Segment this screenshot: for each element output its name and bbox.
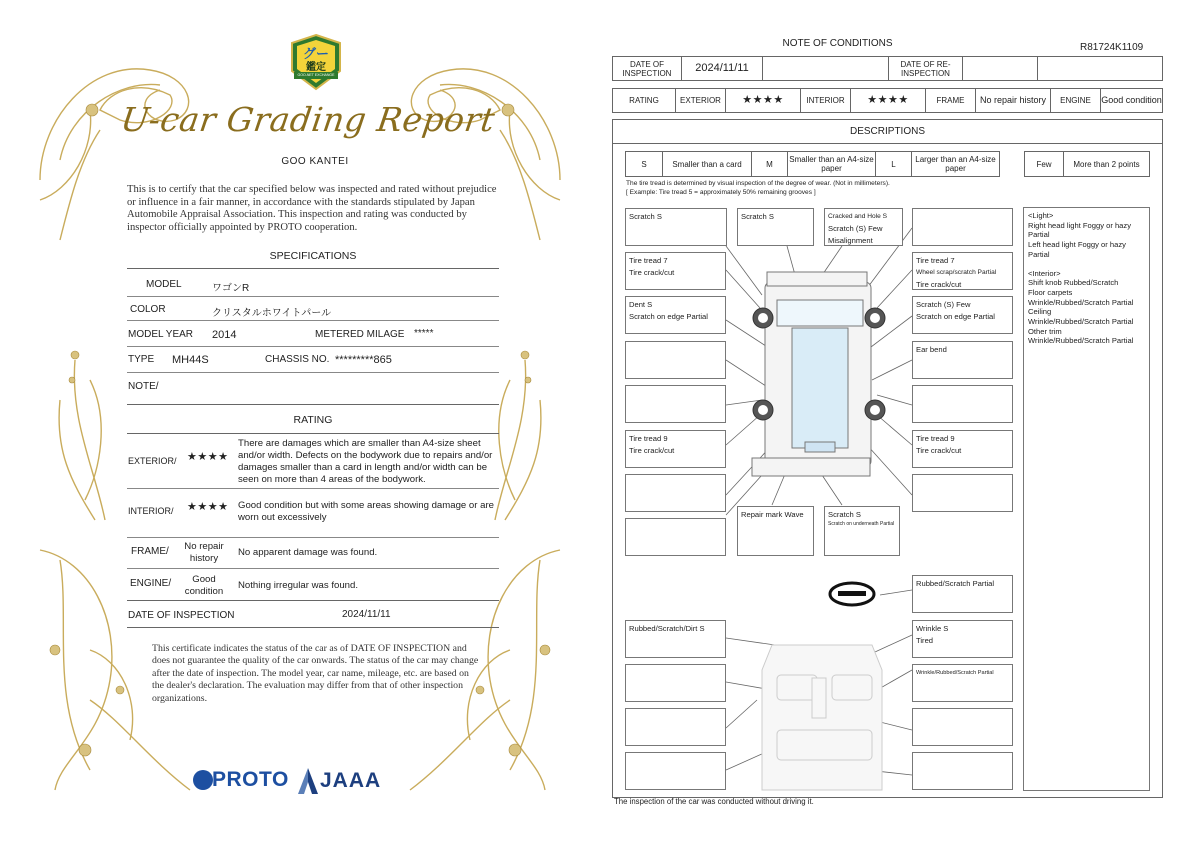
list-item: Shift knob Rubbed/Scratch (1028, 278, 1119, 288)
blank-cell (762, 56, 889, 81)
list-item (1028, 260, 1145, 269)
badge-top-text: グー (302, 46, 329, 61)
divider (127, 296, 499, 297)
damage-label-box (625, 474, 726, 512)
color-label: COLOR (130, 304, 166, 315)
interior-description: Good condition but with some areas showing damage or are worn out excessively (238, 500, 494, 523)
damage-label-box: Dent S Scratch on edge Partial (625, 296, 726, 334)
divider (127, 627, 499, 628)
list-item: Wrinkle/Rubbed/Scratch Partial (1028, 317, 1134, 327)
list-item: Left head light Foggy or hazy Partial (1028, 240, 1129, 259)
type-label: TYPE (128, 354, 155, 365)
exterior-description: There are damages which are smaller than A4-size sheet and/or width. Defects on the bodywork due to repairs and/or damages smaller than a card in length and/or width can be seen on more than 4 areas of the bodywork. (238, 438, 493, 485)
engine-value: Good condition (1100, 88, 1163, 113)
damage-label-box: Tire tread 9 Tire crack/cut (625, 430, 726, 468)
jaaa-logo-text: JAAA (320, 769, 382, 792)
damage-label-box: Ear bend (912, 341, 1013, 379)
legend-few-desc: More than 2 points (1063, 151, 1150, 177)
model-year-label: MODEL YEAR (128, 329, 194, 340)
damage-label-box (912, 474, 1013, 512)
date-of-inspection-value: 2024/11/11 (681, 56, 763, 81)
list-item: Ceiling (1028, 307, 1052, 317)
proto-logo-text: PROTO (212, 768, 289, 791)
legend-s-desc: Smaller than a card (662, 151, 752, 177)
rating-label: RATING (612, 88, 676, 113)
tire-note-line-2: [ Example: Tire tread 5 = approximately 50% remaining grooves ] (626, 188, 816, 196)
date-of-inspection-label: DATE OF INSPECTION (612, 56, 682, 81)
metered-milage-value: ***** (414, 328, 434, 339)
conditions-title: NOTE OF CONDITIONS (782, 38, 893, 49)
divider (127, 433, 499, 434)
damage-label-box (912, 385, 1013, 423)
exterior-stars: ★★★★ (187, 451, 229, 463)
divider (127, 537, 499, 538)
report-code: R81724K1109 (1080, 42, 1144, 53)
divider (127, 320, 499, 321)
jaaa-logo-icon (298, 768, 318, 794)
legend-m: M (751, 151, 788, 177)
proto-logo-icon (193, 770, 213, 790)
model-label: MODEL (146, 279, 182, 290)
descriptions-heading: DESCRIPTIONS (612, 119, 1163, 144)
list-item: Wrinkle/Rubbed/Scratch Partial (1028, 297, 1134, 307)
type-value: MH44S (172, 354, 209, 366)
damage-label-box (912, 708, 1013, 746)
divider (127, 346, 499, 347)
damage-label-box: Wrinkle S Tired (912, 620, 1013, 658)
report-subtitle: GOO KANTEI (281, 156, 349, 167)
tire-note-line-1: The tire tread is determined by visual inspection of the degree of wear. (Not in millimeters). (626, 180, 890, 187)
divider (127, 600, 499, 601)
bottom-note: The inspection of the car was conducted without driving it. (614, 797, 814, 806)
damage-label-box: Cracked and Hole S Scratch (S) Few Misalignment (824, 208, 903, 246)
damage-label-box: Rubbed/Scratch Partial (912, 575, 1013, 613)
frame-value: No repair history (975, 88, 1051, 113)
certificate-footer-text: This certificate indicates the status of the car as of DATE OF INSPECTION and does not guarantee the quality of the car onwards. The status of the car may change after the date of inspection. The model year, car name, mileage, etc. are based on the dealer's declaration. The evaluation may differ from that of other inspection organizations. (152, 643, 479, 704)
legend-few: Few (1024, 151, 1064, 177)
legend-l: L (875, 151, 912, 177)
damage-label-box (625, 518, 726, 556)
report-title: U-car Grading Report (118, 100, 498, 139)
chassis-value: *********865 (335, 354, 392, 366)
damage-label-box (912, 752, 1013, 790)
frame-label: FRAME (925, 88, 976, 113)
color-value: クリスタルホワイトパール (212, 308, 332, 319)
blank-cell (962, 56, 1038, 81)
list-item: Floor carpets (1028, 287, 1073, 297)
tire-note (626, 180, 890, 197)
exterior-stars: ★★★★ (725, 88, 801, 113)
damage-label-box: Rubbed/Scratch/Dirt S (625, 620, 726, 658)
list-item: <Light> (1028, 211, 1054, 220)
legend-m-desc: Smaller than an A4-size paper (787, 151, 876, 177)
badge-ribbon-text: GOO-NET EXCHANGE (297, 73, 335, 77)
damage-label-box: Scratch S (737, 208, 814, 246)
divider (127, 404, 499, 405)
engine-label: ENGINE/ (130, 578, 172, 589)
exterior-label: EXTERIOR (675, 88, 726, 113)
interior-label: INTERIOR (800, 88, 851, 113)
legend-l-desc: Larger than an A4-size paper (911, 151, 1000, 177)
interior-stars: ★★★★ (850, 88, 926, 113)
metered-milage-label: METERED MILAGE (315, 329, 405, 340)
engine-value: Good condition (184, 574, 224, 597)
badge-bottom-text: 鑑定 (306, 62, 326, 73)
legend-s: S (625, 151, 663, 177)
damage-label-box (625, 341, 726, 379)
model-year-value: 2014 (212, 329, 237, 341)
model-value: ワゴンR (212, 283, 250, 294)
damage-label-box: Tire tread 9 Tire crack/cut (912, 430, 1013, 468)
damage-label-box (625, 385, 726, 423)
divider (127, 372, 499, 373)
damage-label-box: Scratch S Scratch on underneath Partial (824, 506, 900, 556)
damage-label-box (912, 208, 1013, 246)
engine-label: ENGINE (1050, 88, 1101, 113)
rating-heading: RATING (293, 414, 333, 426)
list-item: Other trim (1028, 326, 1062, 336)
specifications-heading: SPECIFICATIONS (269, 250, 357, 262)
frame-value: No repair history (184, 541, 224, 564)
steering-wheel-icon (830, 583, 874, 605)
damage-label-box (625, 708, 726, 746)
exterior-label: EXTERIOR/ (128, 456, 177, 466)
list-item: Wrinkle/Rubbed/Scratch Partial (1028, 336, 1134, 346)
damage-label-box: Tire tread 7 Tire crack/cut (625, 252, 726, 290)
divider (127, 488, 499, 489)
damage-label-box (625, 664, 726, 702)
interior-stars: ★★★★ (187, 501, 229, 513)
frame-label: FRAME/ (131, 546, 169, 557)
note-label: NOTE/ (128, 381, 159, 392)
goo-kantei-badge-icon (288, 33, 344, 91)
damage-label-box (625, 752, 726, 790)
date-of-inspection-value: 2024/11/11 (342, 609, 391, 620)
divider (127, 268, 499, 269)
certify-text: This is to certify that the car specified below was inspected and rated without prejudice or influence in a fair manner, in accordance with the standards stipulated by Japan Automobile Appraisal Association. This inspection and rating was conducted by inspector officially appointed by PROTO cooperation. (127, 184, 497, 233)
list-item: Right head light Foggy or hazy Partial (1028, 220, 1134, 240)
date-of-inspection-label: DATE OF INSPECTION (128, 610, 235, 621)
date-of-reinspection-label: DATE OF RE-INSPECTION (888, 56, 963, 81)
divider (127, 568, 499, 569)
damage-label-box: Repair mark Wave (737, 506, 814, 556)
side-notes-list (1023, 207, 1150, 791)
frame-description: No apparent damage was found. (238, 547, 378, 558)
blank-cell (1037, 56, 1163, 81)
damage-label-box: Scratch S (625, 208, 727, 246)
interior-label: INTERIOR/ (128, 506, 174, 516)
chassis-label: CHASSIS NO. (265, 354, 330, 365)
damage-label-box: Tire tread 7 Wheel scrap/scratch Partial Tire crack/cut (912, 252, 1013, 290)
damage-label-box: Scratch (S) Few Scratch on edge Partial (912, 296, 1013, 334)
damage-label-box: Wrinkle/Rubbed/Scratch Partial (912, 664, 1013, 702)
engine-description: Nothing irregular was found. (238, 580, 358, 591)
list-item: <Interior> (1028, 268, 1061, 278)
